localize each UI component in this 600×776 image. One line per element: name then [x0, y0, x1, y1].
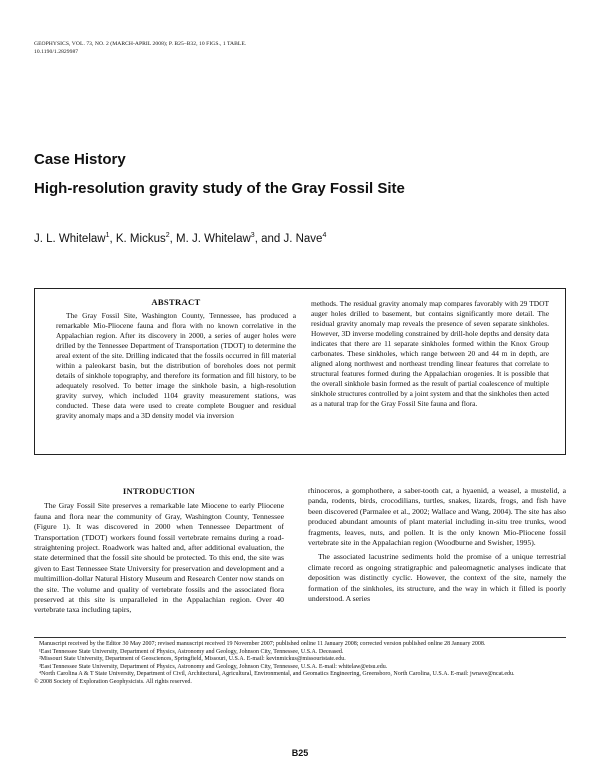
introduction-paragraph-continued: rhinoceros, a gomphothere, a saber-tooth cat, a hyaenid, a weasel, a mustelid, a panda, rodents, birds, crocodilians, turtles, snakes, lizards, frogs, and fish have been discovered (Parmalee et al., 2002; Wallace and Wang, 2004). The site has also produced abundant amounts of plant material including in-situ tree trunks, wood fragments, leaves, nuts, and pollen. It is the only known Mio-Pliocene fossil vertebrate site in the Appalachian region (Woodburne and Swisher, 1995).	[308, 486, 566, 548]
footnote-copyright: © 2008 Society of Exploration Geophysicists. All rights reserved.	[34, 678, 192, 685]
author-name: M. J. Whitelaw	[176, 232, 251, 245]
author-separator: ,	[109, 232, 116, 245]
abstract-right-column	[311, 299, 549, 409]
abstract-paragraph: The Gray Fossil Site, Washington County, Tennessee, has produced a remarkable Mio-Pliocene fauna and flora with no known correlative in the Appalachian region. After its discovery in 2000, a series of auger holes were drilled by the Tennessee Department of Transportation (TDOT) to determine the areal extent of the site. Drilling indicated that the fossils occurred in fill material within a paleokarst basin, but the distribution of boreholes does not permit details of sinkhole topography, and therefore its formation and fill history, to be adequately resolved. To better image the sinkhole basin, a high-resolution gravity survey, which included 1104 gravity measurement stations, was conducted. These data were used to create complete Bouguer and residual gravity anomaly maps and a 3D density model via inversion	[56, 311, 296, 420]
introduction-right-column	[308, 486, 566, 604]
footnote-affiliation: ¹East Tennessee State University, Department of Physics, Astronomy and Geology, Johnson City, Tennessee, U.S.A. Deceased.	[39, 648, 344, 655]
footnote-affiliation: ⁴North Carolina A & T State University, Department of Civil, Architectural, Agricultural, Environmental, and Geomatics Engineering, Greensboro, North Carolina, U.S.A. E-mail: jwnave@ncat.edu.	[39, 671, 515, 678]
author-separator: , and	[254, 232, 284, 245]
paper-title: High-resolution gravity study of the Gray Fossil Site	[34, 180, 405, 197]
introduction-heading: INTRODUCTION	[122, 486, 196, 496]
author-affiliation-mark: 1	[105, 232, 110, 239]
author-separator: ,	[169, 232, 177, 245]
section-label: Case History	[34, 151, 126, 168]
author-name: J. Nave	[283, 232, 323, 245]
footnote-affiliation: ²Missouri State University, Department of Geosciences, Springfield, Missouri, U.S.A. E-mail: kevinmickus@missouristate.edu.	[39, 656, 346, 663]
footnote-affiliation: ³East Tennessee State University, Department of Physics, Astronomy and Geology, Johnson City, Tennessee, U.S.A. E-mail: whitelaw@etsu.edu.	[39, 663, 388, 670]
introduction-paragraph: The associated lacustrine sediments hold the promise of a unique terrestrial climate record as ongoing stratigraphic and paleomagnetic analyses indicate that deposition was distinctly cyclic. However, the context of the site, namely the formation of the sinkholes, its structure, and the way in which it filled is poorly understood. A series	[308, 552, 566, 604]
author-affiliation-mark: 2	[165, 232, 170, 239]
author-name: K. Mickus	[115, 232, 166, 245]
page-number: B25	[291, 748, 309, 758]
journal-citation: GEOPHYSICS, VOL. 73, NO. 2 (MARCH-APRIL 2008); P. B25–B32, 10 FIGS., 1 TABLE.	[34, 41, 247, 47]
author-list	[34, 232, 326, 245]
introduction-left-column	[34, 486, 284, 616]
journal-doi: 10.1190/1.2829987	[34, 48, 79, 55]
author-affiliation-mark: 4	[322, 232, 327, 239]
author-name: J. L. Whitelaw	[34, 232, 106, 245]
abstract-paragraph-continued: methods. The residual gravity anomaly map compares favorably with 29 TDOT auger holes drilled to basement, but contains significantly more detail. The residual gravity anomaly map reveals the presence of seven separate sinkholes. However, 3D inverse modeling constrained by drill-hole depths and density data indicates that there are 11 separate sinkholes formed within the Knox Group carbonates. These sinkholes, which range between 20 and 44 m in depth, are aligned along northwest and northeast trending linear features that correlate to structural features formed during the Appalachian orogenies. It is possible that the overall sinkhole basin formed as the result of partial coalescence of multiple sinkhole structures controlled by a joint system and that the sinkholes then acted as a natural trap for the Gray Fossil Site fauna and flora.	[311, 299, 549, 408]
abstract-left-column	[56, 297, 296, 421]
abstract-heading: ABSTRACT	[151, 297, 201, 307]
introduction-paragraph: The Gray Fossil Site preserves a remarkable late Miocene to early Pliocene fauna and flora near the community of Gray, Washington County, Tennessee (Figure 1). It was discovered in 2000 when Tennessee Department of Transportation (TDOT) workers found fossil vertebrate remains during a road-straightening project. Roadwork was halted and, after additional evaluation, the state determined that the fossil site should be protected. To this end, the site was given to East Tennessee State University for preservation and development and a multimillion-dollar Natural History Museum and Research Center now stands on the site. The volume and quality of vertebrate fossils and the associated flora preserved at this site is unparalleled in the Appalachian region. Over 40 vertebrate taxa including tapirs,	[34, 501, 284, 615]
footnotes	[34, 641, 566, 687]
journal-header	[34, 41, 354, 56]
footnote-manuscript: Manuscript received by the Editor 30 May 2007; revised manuscript received 19 November 2007; published online 11 January 2008; corrected version published online 28 January 2008.	[39, 641, 486, 647]
author-affiliation-mark: 3	[250, 232, 255, 239]
footnote-divider	[34, 637, 566, 638]
